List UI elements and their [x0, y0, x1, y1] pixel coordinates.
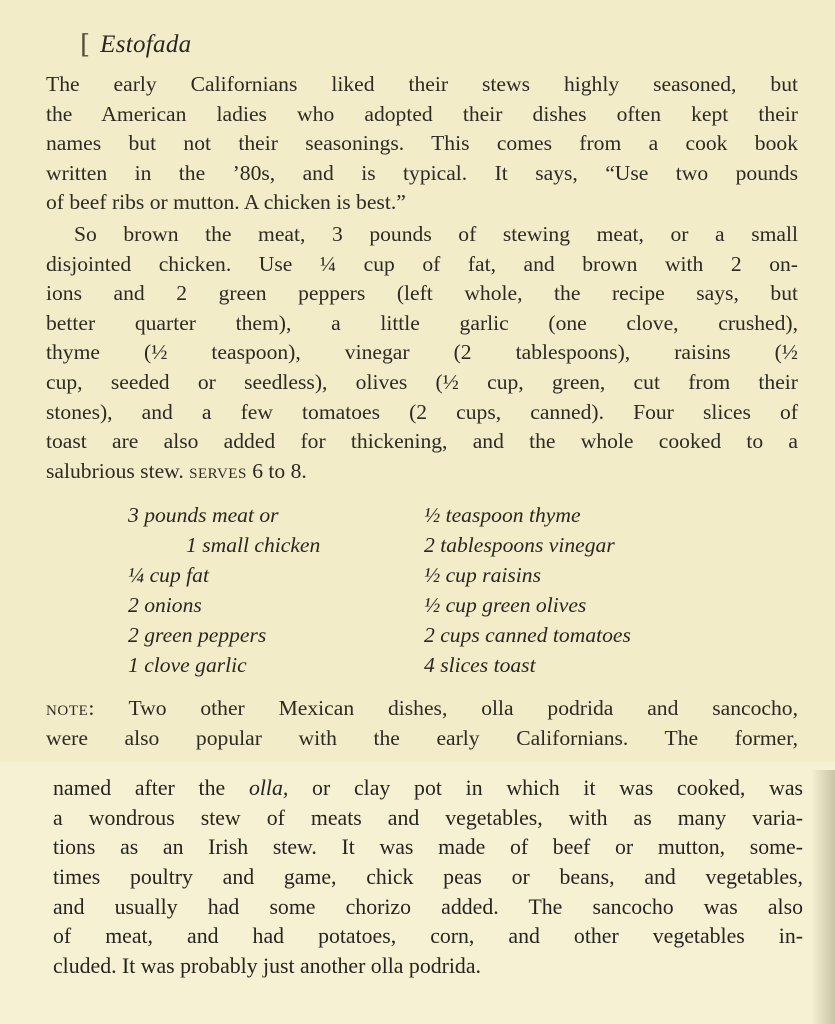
text-line: a wondrous stew of meats and vegetables, with as many varia-: [53, 805, 803, 830]
page-edge-shadow: [811, 770, 835, 1024]
ingredient-item: ½ teaspoon thyme: [424, 503, 581, 527]
ingredient-item: 2 onions: [128, 593, 202, 617]
text-line: better quarter them), a little garlic (one clove, crushed),: [46, 310, 798, 335]
ingredient-item: ½ cup raisins: [424, 563, 541, 587]
text-line: ions and 2 green peppers (left whole, the recipe says, but: [46, 281, 798, 306]
text-line: names but not their seasonings. This comes from a cook book: [46, 131, 798, 156]
emphasis-olla: olla,: [248, 776, 289, 800]
text-line: written in the ’80s, and is typical. It says, “Use two pounds: [46, 160, 798, 185]
text-line: of beef ribs or mutton. A chicken is best.”: [46, 190, 406, 215]
ingredient-item: 2 cups canned tomatoes: [424, 623, 631, 647]
recipe-heading: [80, 28, 191, 62]
serves-label: serves: [189, 458, 247, 483]
serves-value: 6 to 8.: [252, 458, 307, 483]
text-fragment: or clay pot in which it was cooked, was: [288, 776, 803, 800]
ingredient-column-right: [424, 500, 754, 680]
note-text: Two other Mexican dishes, olla podrida and sancocho,: [128, 696, 798, 720]
ingredient-item: 1 clove garlic: [128, 653, 247, 677]
note-paragraph: [46, 694, 798, 753]
intro-paragraph: [46, 70, 798, 218]
text-line: times poultry and game, chick peas or beans, and vegetables,: [53, 865, 803, 890]
text-fragment: named after the: [53, 776, 249, 800]
text-line: [46, 694, 798, 724]
text-line: thyme (½ teaspoon), vinegar (2 tablespoons), raisins (½: [46, 340, 798, 365]
ingredient-item: 4 slices toast: [424, 653, 536, 677]
method-paragraph: [46, 220, 798, 486]
text-line: cup, seeded or seedless), olives (½ cup, green, cut from their: [46, 369, 798, 394]
ingredient-item: ½ cup green olives: [424, 593, 587, 617]
text-line: of meat, and had potatoes, corn, and other vegetables in-: [53, 924, 803, 949]
text-line: cluded. It was probably just another olla podrida.: [53, 954, 481, 979]
note-label: note:: [46, 696, 95, 720]
ingredient-item: 1 small chicken: [186, 533, 321, 557]
text-line: The early Californians liked their stews highly seasoned, but: [46, 72, 798, 96]
ingredient-item: 2 tablespoons vinegar: [424, 533, 615, 557]
ingredient-item: ¼ cup fat: [128, 563, 209, 587]
text-line: [53, 774, 803, 804]
last-line-text: salubrious stew.: [46, 458, 184, 483]
text-line: disjointed chicken. Use ¼ cup of fat, and brown with 2 on-: [46, 251, 798, 276]
ingredient-column-left: [128, 500, 408, 680]
text-line: were also popular with the early Californians. The former,: [46, 725, 798, 750]
text-line: stones), and a few tomatoes (2 cups, canned). Four slices of: [46, 399, 798, 424]
section-mark-icon: [: [80, 30, 91, 60]
continued-paragraph: [53, 774, 803, 982]
ingredient-item: 3 pounds meat or: [128, 503, 279, 527]
recipe-title: Estofada: [100, 31, 192, 58]
ingredient-item: 2 green peppers: [128, 623, 267, 647]
text-line: tions as an Irish stew. It was made of beef or mutton, some-: [53, 835, 803, 860]
text-line: toast are also added for thickening, and the whole cooked to a: [46, 429, 798, 454]
text-line: and usually had some chorizo added. The sancocho was also: [53, 894, 803, 919]
text-line: [46, 457, 798, 487]
text-line: the American ladies who adopted their dishes often kept their: [46, 101, 798, 126]
text-line: So brown the meat, 3 pounds of stewing meat, or a small: [74, 222, 798, 246]
